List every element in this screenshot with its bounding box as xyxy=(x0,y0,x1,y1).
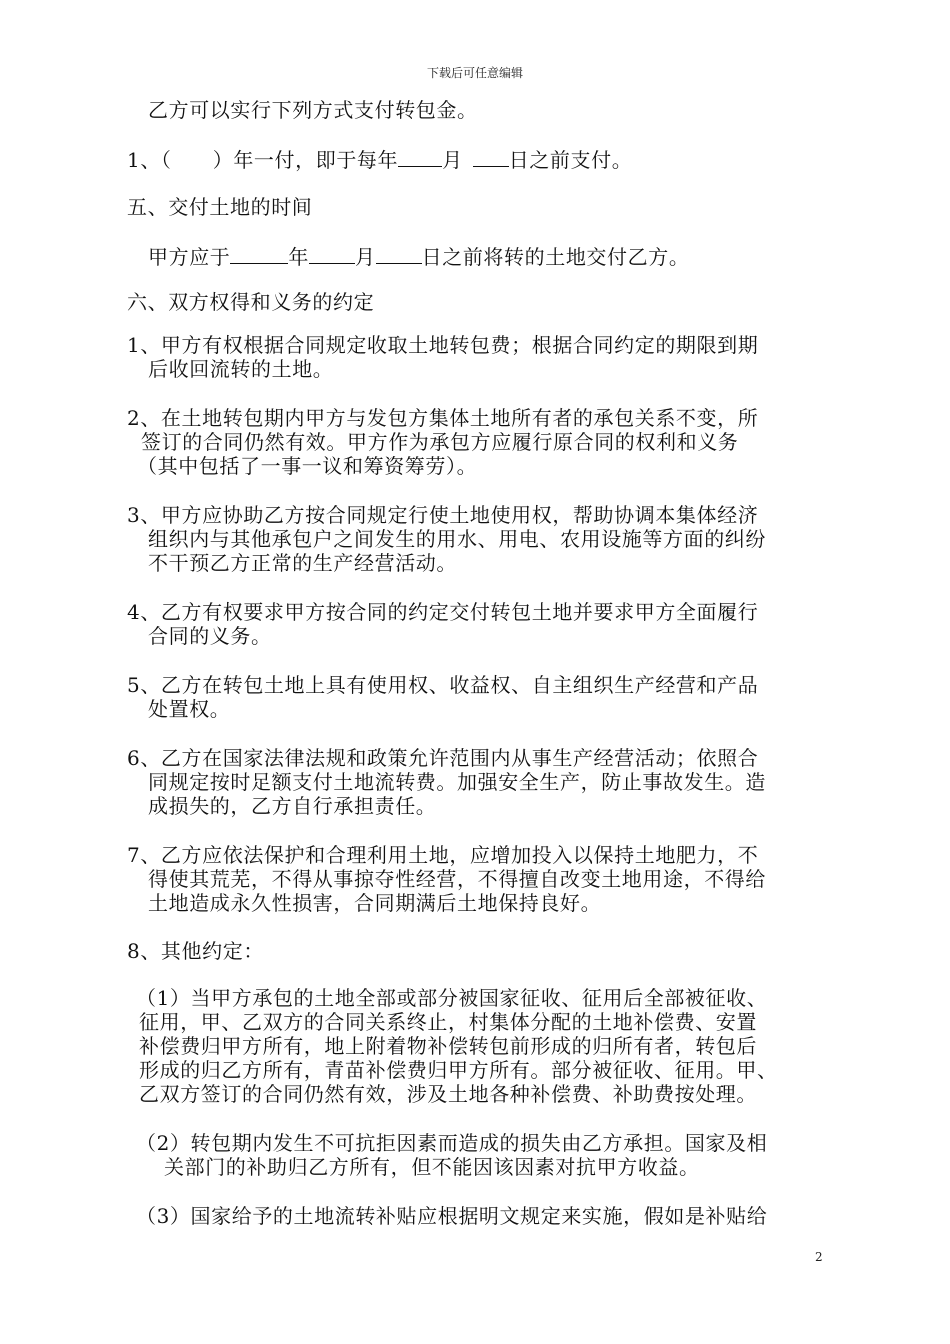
clause-2 xyxy=(127,406,758,478)
clause-line: 征用，甲、乙双方的合同关系终止，村集体分配的土地补偿费、安置 xyxy=(139,1010,757,1034)
clause-line: （1）当甲方承包的土地全部或部分被国家征收、征用后全部被征收、 xyxy=(136,986,768,1010)
page-number: 2 xyxy=(815,1250,823,1264)
paragraph-delivery-date xyxy=(148,243,689,269)
clause-line: 3、甲方应协助乙方按合同规定行使土地使用权，帮助协调本集体经济 xyxy=(127,503,759,527)
clause-line: 关部门的补助归乙方所有，但不能因该因素对抗甲方收益。 xyxy=(164,1155,700,1179)
clause-5 xyxy=(127,673,758,721)
sub-clause-1 xyxy=(136,986,778,1106)
clause-line: 合同的义务。 xyxy=(148,624,272,648)
delivery-text-b: 年 xyxy=(288,245,310,269)
delivery-text-a: 甲方应于 xyxy=(148,245,231,269)
clause-line: 乙双方签订的合同仍然有效，涉及土地各种补偿费、补助费按处理。 xyxy=(139,1082,757,1106)
clause-line: 成损失的，乙方自行承担责任。 xyxy=(148,794,437,818)
blank-day xyxy=(376,243,422,264)
paragraph-payment-method: 乙方可以实行下列方式支付转包金。 xyxy=(148,98,478,122)
clause-line: （其中包括了一事一议和筹资筹劳）。 xyxy=(137,454,478,478)
blank-day xyxy=(473,146,509,167)
clause-line: 签订的合同仍然有效。甲方作为承包方应履行原合同的权利和义务 xyxy=(141,430,739,454)
payment-schedule-text-b: 月 xyxy=(442,148,463,172)
clause-line: 补偿费归甲方所有，地上附着物补偿转包前形成的归所有者，转包后 xyxy=(139,1034,757,1058)
clause-line: 处置权。 xyxy=(148,697,231,721)
page-header: 下载后可任意编辑 xyxy=(426,66,523,80)
clause-line: 7、乙方应依法保护和合理利用土地，应增加投入以保持土地肥力，不 xyxy=(127,843,759,867)
paragraph-payment-schedule xyxy=(127,146,632,172)
blank-year xyxy=(230,243,288,264)
clause-line: 同规定按时足额支付土地流转费。加强安全生产，防止事故发生。造 xyxy=(148,770,766,794)
sub-clause-3: （3）国家给予的土地流转补贴应根据明文规定来实施，假如是补贴给 xyxy=(136,1204,768,1228)
blank-month xyxy=(309,243,355,264)
clause-line: 土地造成永久性损害，合同期满后土地保持良好。 xyxy=(148,891,602,915)
clause-1 xyxy=(127,333,758,381)
clause-line: 不干预乙方正常的生产经营活动。 xyxy=(148,551,457,575)
clause-line: （2）转包期内发生不可抗拒因素而造成的损失由乙方承担。国家及相 xyxy=(136,1131,768,1155)
clause-8-heading: 8、其他约定： xyxy=(127,939,264,963)
clause-3 xyxy=(127,503,766,575)
clause-line: 后收回流转的土地。 xyxy=(148,357,334,381)
clause-line: 2、在土地转包期内甲方与发包方集体土地所有者的承包关系不变，所 xyxy=(127,406,759,430)
clause-line: 得使其荒芜，不得从事掠夺性经营，不得擅自改变土地用途，不得给 xyxy=(148,867,766,891)
blank-month xyxy=(398,146,442,167)
clause-line: 6、乙方在国家法律法规和政策允许范围内从事生产经营活动；依照合 xyxy=(127,746,759,770)
clause-7 xyxy=(127,843,766,915)
clause-line: 5、乙方在转包土地上具有使用权、收益权、自主组织生产经营和产品 xyxy=(127,673,759,697)
sub-clause-2 xyxy=(136,1131,767,1179)
clause-line: 形成的归乙方所有，青苗补偿费归甲方所有。部分被征收、征用。甲、 xyxy=(139,1058,778,1082)
clause-6 xyxy=(127,746,766,818)
clause-line: 1、甲方有权根据合同规定收取土地转包费；根据合同约定的期限到期 xyxy=(127,333,759,357)
delivery-text-c: 月 xyxy=(355,245,376,269)
clause-line: 组织内与其他承包户之间发生的用水、用电、农用设施等方面的纠纷 xyxy=(148,527,766,551)
section-heading-rights-obligations: 六、双方权得和义务的约定 xyxy=(127,290,375,314)
payment-schedule-text-c: 日之前支付。 xyxy=(508,148,633,172)
clause-line: 4、乙方有权要求甲方按合同的约定交付转包土地并要求甲方全面履行 xyxy=(127,600,759,624)
section-heading-delivery-time: 五、交付土地的时间 xyxy=(127,195,313,219)
clause-4 xyxy=(127,600,758,648)
delivery-text-d: 日之前将转的土地交付乙方。 xyxy=(421,245,690,269)
payment-schedule-text-a: 1、（ ）年一付，即于每年 xyxy=(127,148,399,172)
